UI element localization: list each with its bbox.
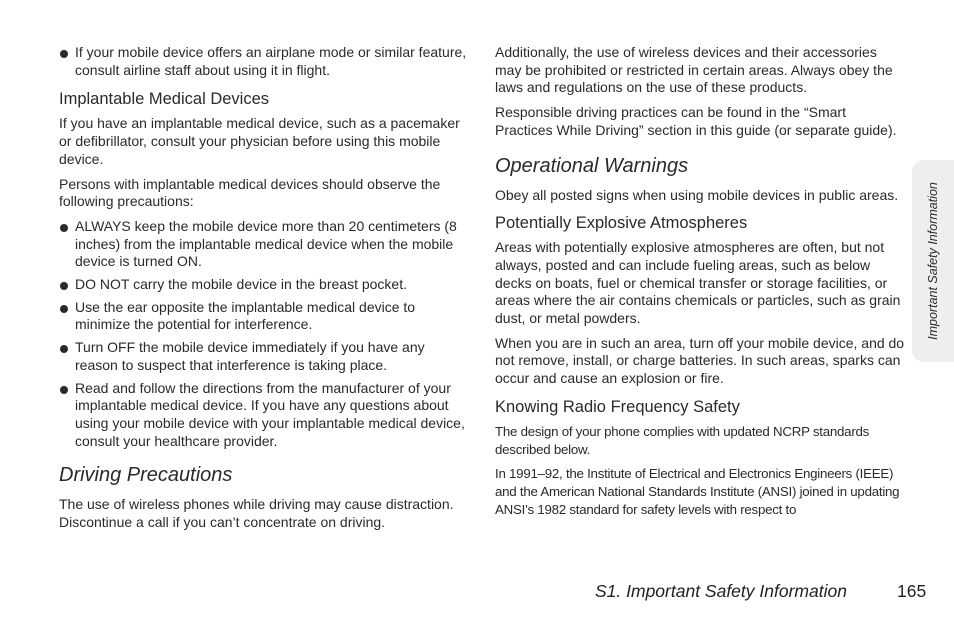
bullet-text: If your mobile device offers an airplane mode or similar feature, consult airline staff about using it in flight. — [75, 44, 467, 78]
bullet-text: Use the ear opposite the implantable medical device to minimize the potential for interference. — [75, 298, 416, 333]
bullet-icon — [60, 224, 68, 232]
implantable-bullet-list — [59, 218, 467, 450]
explosive-paragraph-1: Areas with potentially explosive atmospheres are often, but not always, posted and can include fueling areas, such as below decks on boats, fuel or chemical transfer or storage facilities, or areas where the air contains chemicals or particles, such as grain dust, or metal powders. — [495, 239, 901, 327]
left-column — [59, 44, 467, 539]
rf-paragraph-2: In 1991–92, the Institute of Electrical and Electronics Engineers (IEEE) and the American National Standards Institute (ANSI) joined in updating ANSI’s 1982 standard for safety levels with respect to — [495, 466, 900, 517]
bullet-icon — [60, 345, 68, 353]
list-item — [59, 44, 467, 79]
bullet-icon — [60, 386, 68, 394]
list-item — [59, 380, 467, 451]
explosive-paragraph-2: When you are in such an area, turn off your mobile device, and do not remove, install, or charge batteries. In such areas, sparks can occur and cause an explosion or fire. — [495, 334, 905, 387]
intro-bullet-list — [59, 44, 467, 79]
bullet-text: Read and follow the directions from the manufacturer of your implantable medical device. If you have any questions about using your mobile device with your implantable medical device, consult your healthcare provider. — [75, 379, 465, 449]
explosive-atmospheres-heading: Potentially Explosive Atmospheres — [495, 214, 748, 233]
bullet-text: ALWAYS keep the mobile device more than 20 centimeters (8 inches) from the implantable medical device when the mobile device is turned ON. — [75, 217, 457, 270]
bullet-icon — [60, 305, 68, 313]
page-number: 165 — [897, 581, 927, 601]
side-tab-label: Important Safety Information — [926, 182, 940, 340]
bullet-icon — [60, 282, 68, 290]
implantable-heading: Implantable Medical Devices — [59, 90, 270, 109]
list-item — [59, 218, 467, 271]
operational-warnings-heading: Operational Warnings — [495, 154, 689, 177]
driving-paragraph-1: The use of wireless phones while driving may cause distraction. Discontinue a call if you can’t concentrate on driving. — [59, 496, 454, 531]
right-column — [495, 44, 905, 525]
list-item — [59, 299, 467, 334]
bullet-text: DO NOT carry the mobile device in the breast pocket. — [75, 276, 407, 293]
bullet-text: Turn OFF the mobile device immediately if you have any reason to suspect that interference is taking place. — [75, 339, 425, 373]
rf-safety-heading: Knowing Radio Frequency Safety — [495, 397, 740, 416]
bullet-icon — [60, 50, 68, 58]
right-paragraph-1: Additionally, the use of wireless devices and their accessories may be prohibited or restricted in certain areas. Always obey the laws and regulations on the use of these products. — [495, 44, 893, 96]
driving-precautions-heading: Driving Precautions — [59, 464, 233, 487]
rf-paragraph-1: The design of your phone complies with updated NCRP standards described below. — [495, 423, 870, 457]
implantable-paragraph-1: If you have an implantable medical device, such as a pacemaker or defibrillator, consult your physician before using this mobile device. — [59, 115, 460, 167]
list-item — [59, 276, 467, 294]
operational-paragraph-1: Obey all posted signs when using mobile devices in public areas. — [495, 186, 899, 203]
section-side-tab — [912, 160, 954, 362]
list-item — [59, 339, 467, 374]
footer-section-title: S1. Important Safety Information — [595, 581, 847, 601]
implantable-paragraph-2: Persons with implantable medical devices should observe the following precautions: — [59, 175, 441, 210]
right-paragraph-2: Responsible driving practices can be found in the “Smart Practices While Driving” section in this guide (or separate guide). — [495, 104, 897, 138]
